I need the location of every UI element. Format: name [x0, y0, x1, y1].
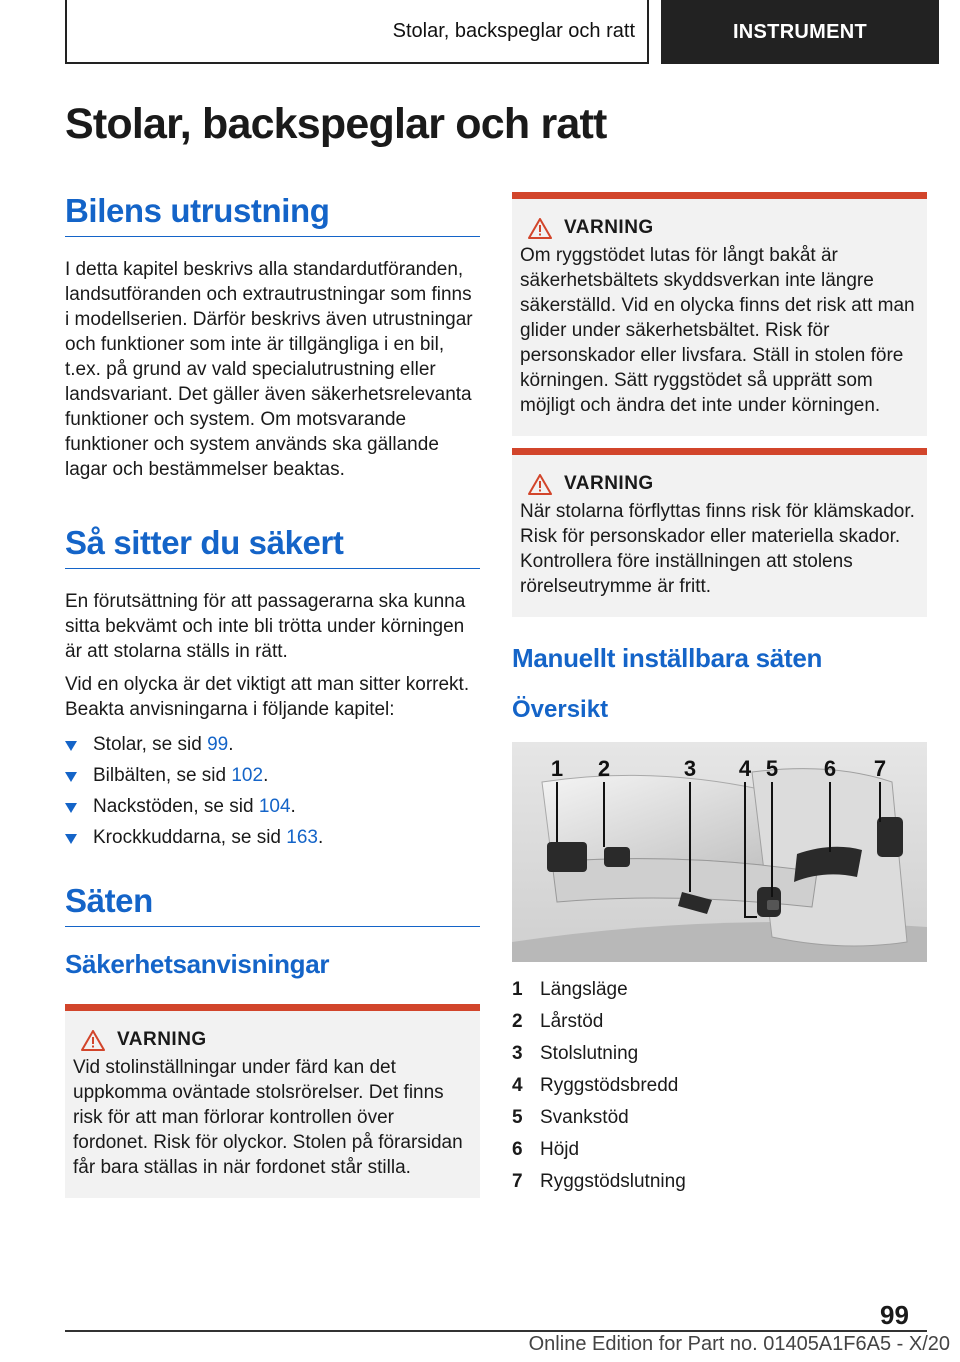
legend-item	[512, 1166, 927, 1198]
warning-box-backrest	[512, 192, 927, 436]
warning-label: VARNING	[117, 1029, 207, 1050]
header-chapter-tab	[65, 0, 649, 64]
list-item-text: Nackstöden, se sid	[93, 796, 259, 817]
sakert-paragraph-2: Vid en olycka är det viktigt att man sitter korrekt. Beakta anvisningarna i följande kapitel:	[65, 674, 470, 720]
warning-triangle-icon	[528, 474, 552, 495]
legend-item	[512, 1134, 927, 1166]
heading-sakerhetsanvisningar: Säkerhetsanvisningar	[65, 949, 330, 979]
heading-oversikt: Översikt	[512, 696, 609, 723]
warning-header	[528, 217, 919, 239]
page-number: 99	[880, 1300, 909, 1330]
warning-box-seat-adjustment	[65, 1004, 480, 1198]
legend-label: Längsläge	[540, 979, 628, 1000]
list-item	[65, 732, 480, 757]
heading-sa-sitter-du-sakert: Så sitter du säkert	[65, 524, 480, 569]
figure-label-1: 1	[550, 756, 564, 781]
chapter-reference-list	[65, 732, 480, 850]
warning-header	[528, 473, 919, 495]
figure-label-6: 6	[823, 756, 837, 781]
figure-label-3: 3	[683, 756, 697, 781]
legend-label: Ryggstödslutning	[540, 1171, 686, 1192]
legend-number: 7	[512, 1171, 523, 1192]
legend-label: Höjd	[540, 1139, 580, 1160]
list-item	[65, 763, 480, 788]
page-reference-link[interactable]: 102	[231, 765, 264, 786]
warning-text: Vid stolinställningar under färd kan det uppkomma oväntade stolsrörelser. Det finns risk för att man förlorar kontrollen över fordonet. Risk för olyckor. Stolen på förarsidan får bara ställas in när fordonet står stilla.	[73, 1057, 463, 1178]
header-chapter-title: Stolar, backspeglar och ratt	[392, 19, 635, 42]
page-reference-link[interactable]: 163	[286, 827, 318, 848]
legend-number: 6	[512, 1139, 523, 1160]
list-item-end: .	[290, 796, 296, 817]
bullet-triangle-icon	[65, 803, 77, 813]
list-item-end: .	[228, 734, 234, 755]
legend-item	[512, 1038, 927, 1070]
legend-number: 4	[512, 1075, 523, 1096]
heading-manuellt-installbara-saten: Manuellt inställbara säten	[512, 643, 823, 673]
page-title: Stolar, backspeglar och ratt	[65, 100, 607, 148]
legend-label: Svankstöd	[540, 1107, 629, 1128]
list-item	[65, 794, 480, 819]
warning-text: Om ryggstödet lutas för långt bakåt är säkerhetsbältets skyddsverkan inte längre säkerställd. Vid en olycka finns det risk att man glider under säkerhetsbältet. Risk för personskador eller livsfara. Ställ in stolen före körningen. Sätt ryggstödet så upprätt som möjligt och ändra det inte under körningen.	[520, 245, 915, 416]
legend-number: 2	[512, 1011, 523, 1032]
legend-number: 5	[512, 1107, 523, 1128]
figure-legend	[512, 974, 927, 1198]
right-column	[512, 192, 927, 1198]
warning-label: VARNING	[564, 473, 654, 494]
figure-label-5: 5	[765, 756, 779, 781]
footer-divider	[65, 1330, 927, 1332]
list-item-text: Krockkuddarna, se sid	[93, 827, 287, 848]
legend-label: Ryggstödsbredd	[540, 1075, 679, 1096]
bullet-triangle-icon	[65, 834, 77, 844]
footer-edition: Online Edition for Part no. 01405A1F6A5 - X/20	[528, 1333, 950, 1355]
heading-bilens-utrustning: Bilens utrustning	[65, 192, 480, 237]
legend-number: 1	[512, 979, 523, 1000]
seat-controls-figure	[512, 742, 927, 962]
legend-label: Stolslutning	[540, 1043, 639, 1064]
legend-label: Lårstöd	[540, 1011, 604, 1032]
legend-item	[512, 1102, 927, 1134]
legend-item	[512, 1006, 927, 1038]
page-reference-link[interactable]: 99	[207, 734, 229, 755]
bilens-utrustning-body: I detta kapitel beskrivs alla standardutföranden, landsutföranden och extrautrustningar som finns i modellserien. Därför beskrivs även utrustningar och funktioner som inte är tillgängliga i en bil, t.ex. på grund av vald specialutrustning eller landsvariant. Det gäller även säkerhetsrelevanta funktioner och system. Om motsvarande funktioner och system används ska gällande lagar och bestämmelser beaktas.	[65, 259, 473, 480]
list-item-text: Bilbälten, se sid	[93, 765, 232, 786]
figure-label-4: 4	[738, 756, 752, 781]
list-item	[65, 825, 480, 850]
bullet-triangle-icon	[65, 772, 77, 782]
list-item-end: .	[317, 827, 324, 848]
left-column	[65, 192, 480, 1198]
sakert-paragraph-1: En förutsättning för att passagerarna ska kunna sitta bekvämt och inte bli trötta under körningen är att stolarna ställs in rätt.	[65, 591, 466, 662]
bullet-triangle-icon	[65, 741, 77, 751]
heading-saten: Säten	[65, 882, 480, 927]
list-item-end: .	[263, 765, 269, 786]
legend-item	[512, 1070, 927, 1102]
header-section-title: INSTRUMENT	[732, 20, 868, 43]
page-reference-link[interactable]: 104	[258, 796, 291, 817]
warning-text: När stolarna förflyttas finns risk för klämskador. Risk för personskador eller materiella skador. Kontrollera före inställningen att stolens rörelseutrymme är fritt.	[520, 501, 915, 597]
figure-label-2: 2	[597, 756, 611, 781]
warning-box-pinching	[512, 448, 927, 617]
legend-number: 3	[512, 1043, 523, 1064]
list-item-text: Stolar, se sid	[93, 734, 208, 755]
warning-header	[81, 1029, 472, 1051]
warning-triangle-icon	[81, 1030, 105, 1051]
figure-label-7: 7	[873, 756, 887, 781]
legend-item	[512, 974, 927, 1006]
warning-triangle-icon	[528, 218, 552, 239]
header-section-tab	[661, 0, 939, 64]
warning-label: VARNING	[564, 217, 654, 238]
